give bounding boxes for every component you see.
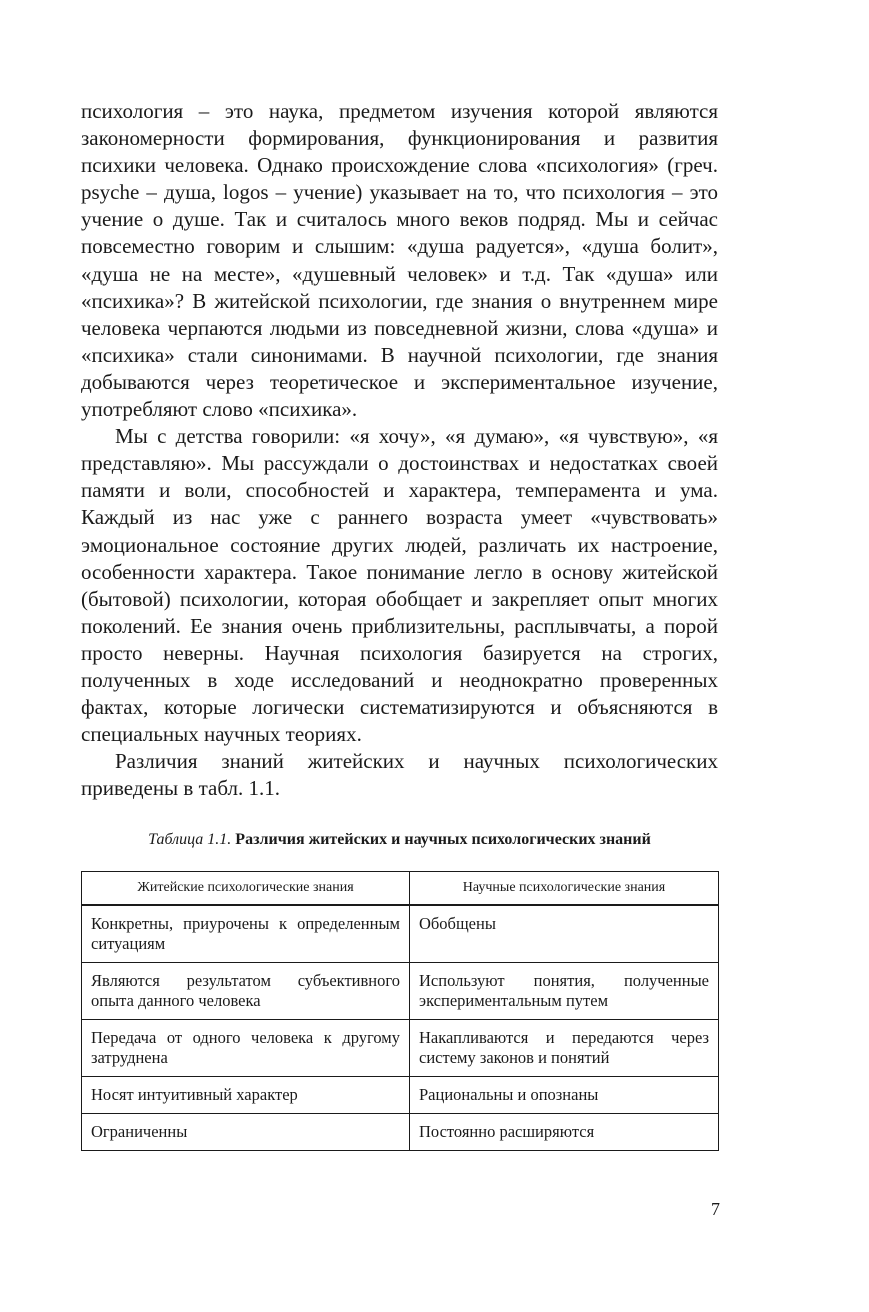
body-paragraph-3: Различия знаний житейских и научных психологических приведены в табл. 1.1.: [81, 749, 718, 801]
table-cell-everyday: Носят интуитивный характер: [82, 1077, 410, 1114]
table-cell-scientific: Постоянно расширяются: [410, 1114, 719, 1151]
table-cell-scientific: Рациональны и опознаны: [410, 1077, 719, 1114]
header-everyday-knowledge: Житейские психологические знания: [82, 872, 410, 906]
table-cell-everyday: Передача от одного человека к другому затруднена: [82, 1020, 410, 1077]
header-scientific-knowledge: Научные психологические знания: [410, 872, 719, 906]
table-row: [82, 963, 719, 1020]
page-content: [81, 98, 718, 1151]
table-cell-scientific: Обобщены: [410, 905, 719, 963]
table-caption-title: Различия житейских и научных психологических знаний: [235, 831, 651, 849]
comparison-table: [81, 871, 719, 1151]
table-row: [82, 1077, 719, 1114]
page-number: 7: [711, 1199, 720, 1219]
table-row: [82, 905, 719, 963]
table-header-row: [82, 872, 719, 906]
body-paragraph-1: психология – это наука, предметом изучения которой являются закономерности формирования, функционирования и развития психики человека. Однако происхождение слова «психология» (греч. psyche – душа, logos – учение) указывает на то, что психология – это учение о душе. Так и считалось много веков подряд. Мы и сейчас повсеместно говорим и слышим: «душа радуется», «душа болит», «душа не на месте», «душевный человек» и т.д. Так «душа» или «психика»? В житейской психологии, где знания о внутреннем мире человека черпаются людьми из повседневной жизни, слова «душа» и «психика» стали синонимами. В научной психологии, где знания добываются через теоретическое и экспериментальное изучение, употребляют слово «психика».: [81, 99, 718, 422]
table-caption-number: Таблица 1.1.: [148, 831, 232, 849]
table-cell-everyday: Являются результатом субъективного опыта данного человека: [82, 963, 410, 1020]
body-paragraph-2: Мы с детства говорили: «я хочу», «я думаю», «я чувствую», «я представляю». Мы рассуждали о достоинствах и недостатках своей памяти и воли, способностей и характера, темперамента и ума. Каждый из нас уже с раннего возраста умеет «чувствовать» эмоциональное состояние других людей, различать их настроение, особенности характера. Такое понимание легло в основу житейской (бытовой) психологии, которая обобщает и закрепляет опыт многих поколений. Ее знания очень приблизительны, расплывчаты, а порой просто неверны. Научная психология базируется на строгих, полученных в ходе исследований и неоднократно проверенных фактах, которые логически систематизируются и объясняются в специальных научных теориях.: [81, 424, 718, 747]
table-cell-scientific: Накапливаются и передаются через систему законов и понятий: [410, 1020, 719, 1077]
table-row: [82, 1020, 719, 1077]
table-cell-everyday: Конкретны, приурочены к определенным ситуациям: [82, 905, 410, 963]
table-row: [82, 1114, 719, 1151]
table-cell-everyday: Ограниченны: [82, 1114, 410, 1151]
table-cell-scientific: Используют понятия, полученные экспериментальным путем: [410, 963, 719, 1020]
table-caption: [81, 830, 718, 850]
